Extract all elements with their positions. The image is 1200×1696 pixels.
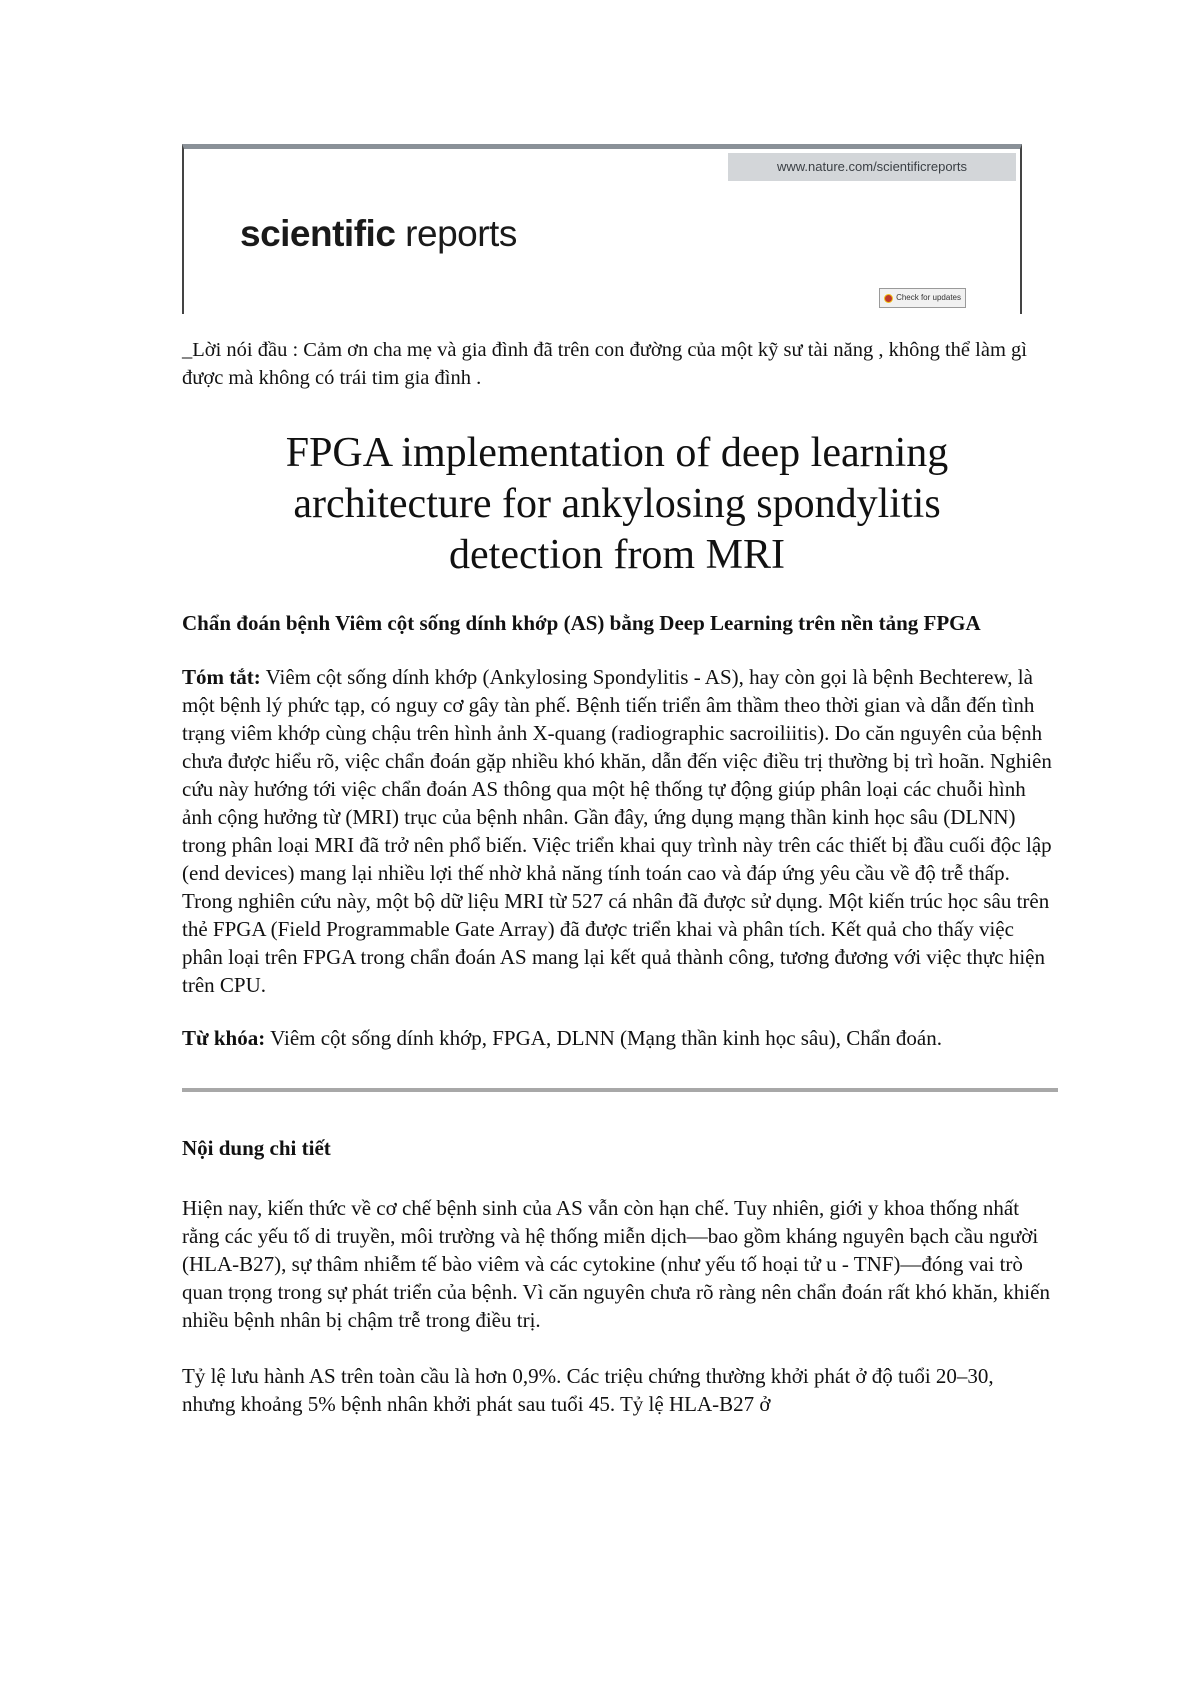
keywords-label: Từ khóa: bbox=[182, 1026, 266, 1050]
journal-banner bbox=[182, 144, 1022, 314]
logo-text-light: reports bbox=[395, 213, 517, 254]
preface-text: _Lời nói đầu : Cảm ơn cha mẹ và gia đình đã trên con đường của một kỹ sư tài năng , không thể làm gì được mà không có trái tim gia đình . bbox=[182, 339, 1027, 389]
check-updates-badge[interactable] bbox=[879, 288, 966, 308]
body-paragraph-2: Tỷ lệ lưu hành AS trên toàn cầu là hơn 0,9%. Các triệu chứng thường khởi phát ở độ tuổi 20–30, nhưng khoảng 5% bệnh nhân khởi phát sau tuổi 45. Tỷ lệ HLA-B27 ở bbox=[182, 1364, 994, 1416]
keywords-paragraph bbox=[182, 1024, 1052, 1052]
journal-url: www.nature.com/scientificreports bbox=[728, 153, 1016, 181]
section-divider bbox=[182, 1088, 1058, 1092]
body-paragraph-1: Hiện nay, kiến thức về cơ chế bệnh sinh của AS vẫn còn hạn chế. Tuy nhiên, giới y khoa thống nhất rằng các yếu tố di truyền, môi trường và hệ thống miễn dịch—bao gồm kháng nguyên bạch cầu người (HLA-B27), sự thâm nhiễm tế bào viêm và các cytokine (như yếu tố hoại tử u - TNF)—đóng vai trò quan trọng trong sự phát triển của bệnh. Vì căn nguyên chưa rõ ràng nên chẩn đoán rất khó khăn, khiến nhiều bệnh nhân bị chậm trễ trong điều trị. bbox=[182, 1196, 1050, 1332]
abstract-label: Tóm tắt: bbox=[182, 665, 261, 689]
keywords-text: Viêm cột sống dính khớp, FPGA, DLNN (Mạng thần kinh học sâu), Chẩn đoán. bbox=[265, 1026, 942, 1050]
paper-subtitle: Chẩn đoán bệnh Viêm cột sống dính khớp (AS) bằng Deep Learning trên nền tảng FPGA bbox=[182, 611, 981, 635]
paper-title: FPGA implementation of deep learning architecture for ankylosing spondylitis detection from MRI bbox=[285, 430, 949, 578]
abstract-paragraph bbox=[182, 663, 1052, 999]
update-check-icon bbox=[884, 294, 893, 303]
check-updates-label: Check for updates bbox=[896, 293, 961, 302]
document-body bbox=[182, 336, 1052, 1418]
logo-text-bold: scientific bbox=[240, 213, 396, 254]
abstract-text: Viêm cột sống dính khớp (Ankylosing Spondylitis - AS), hay còn gọi là bệnh Bechterew, là một bệnh lý phức tạp, có nguy cơ gây tàn phế. Bệnh tiến triển âm thầm theo thời gian và dẫn đến tình trạng viêm khớp cùng chậu trên hình ảnh X-quang (radiographic sacroiliitis). Do căn nguyên của bệnh chưa được hiểu rõ, việc chẩn đoán gặp nhiều khó khăn, dẫn đến việc điều trị thường bị trì hoãn. Nghiên cứu này hướng tới việc chẩn đoán AS thông qua một hệ thống tự động giúp phân loại các chuỗi hình ảnh cộng hưởng từ (MRI) trục của bệnh nhân. Gần đây, ứng dụng mạng thần kinh học sâu (DLNN) trong phân loại MRI đã trở nên phổ biến. Việc triển khai quy trình này trên các thiết bị đầu cuối độc lập (end devices) mang lại nhiều lợi thế nhờ khả năng tính toán cao và đáp ứng yêu cầu về độ trễ thấp. Trong nghiên cứu này, một bộ dữ liệu MRI từ 527 cá nhân đã được sử dụng. Một kiến trúc học sâu trên thẻ FPGA (Field Programmable Gate Array) đã được triển khai và phân tích. Kết quả cho thấy việc phân loại trên FPGA trong chẩn đoán AS mang lại kết quả thành công, tương đương với việc thực hiện trên CPU. bbox=[182, 665, 1052, 997]
section-heading: Nội dung chi tiết bbox=[182, 1136, 331, 1160]
journal-logo bbox=[240, 213, 517, 255]
